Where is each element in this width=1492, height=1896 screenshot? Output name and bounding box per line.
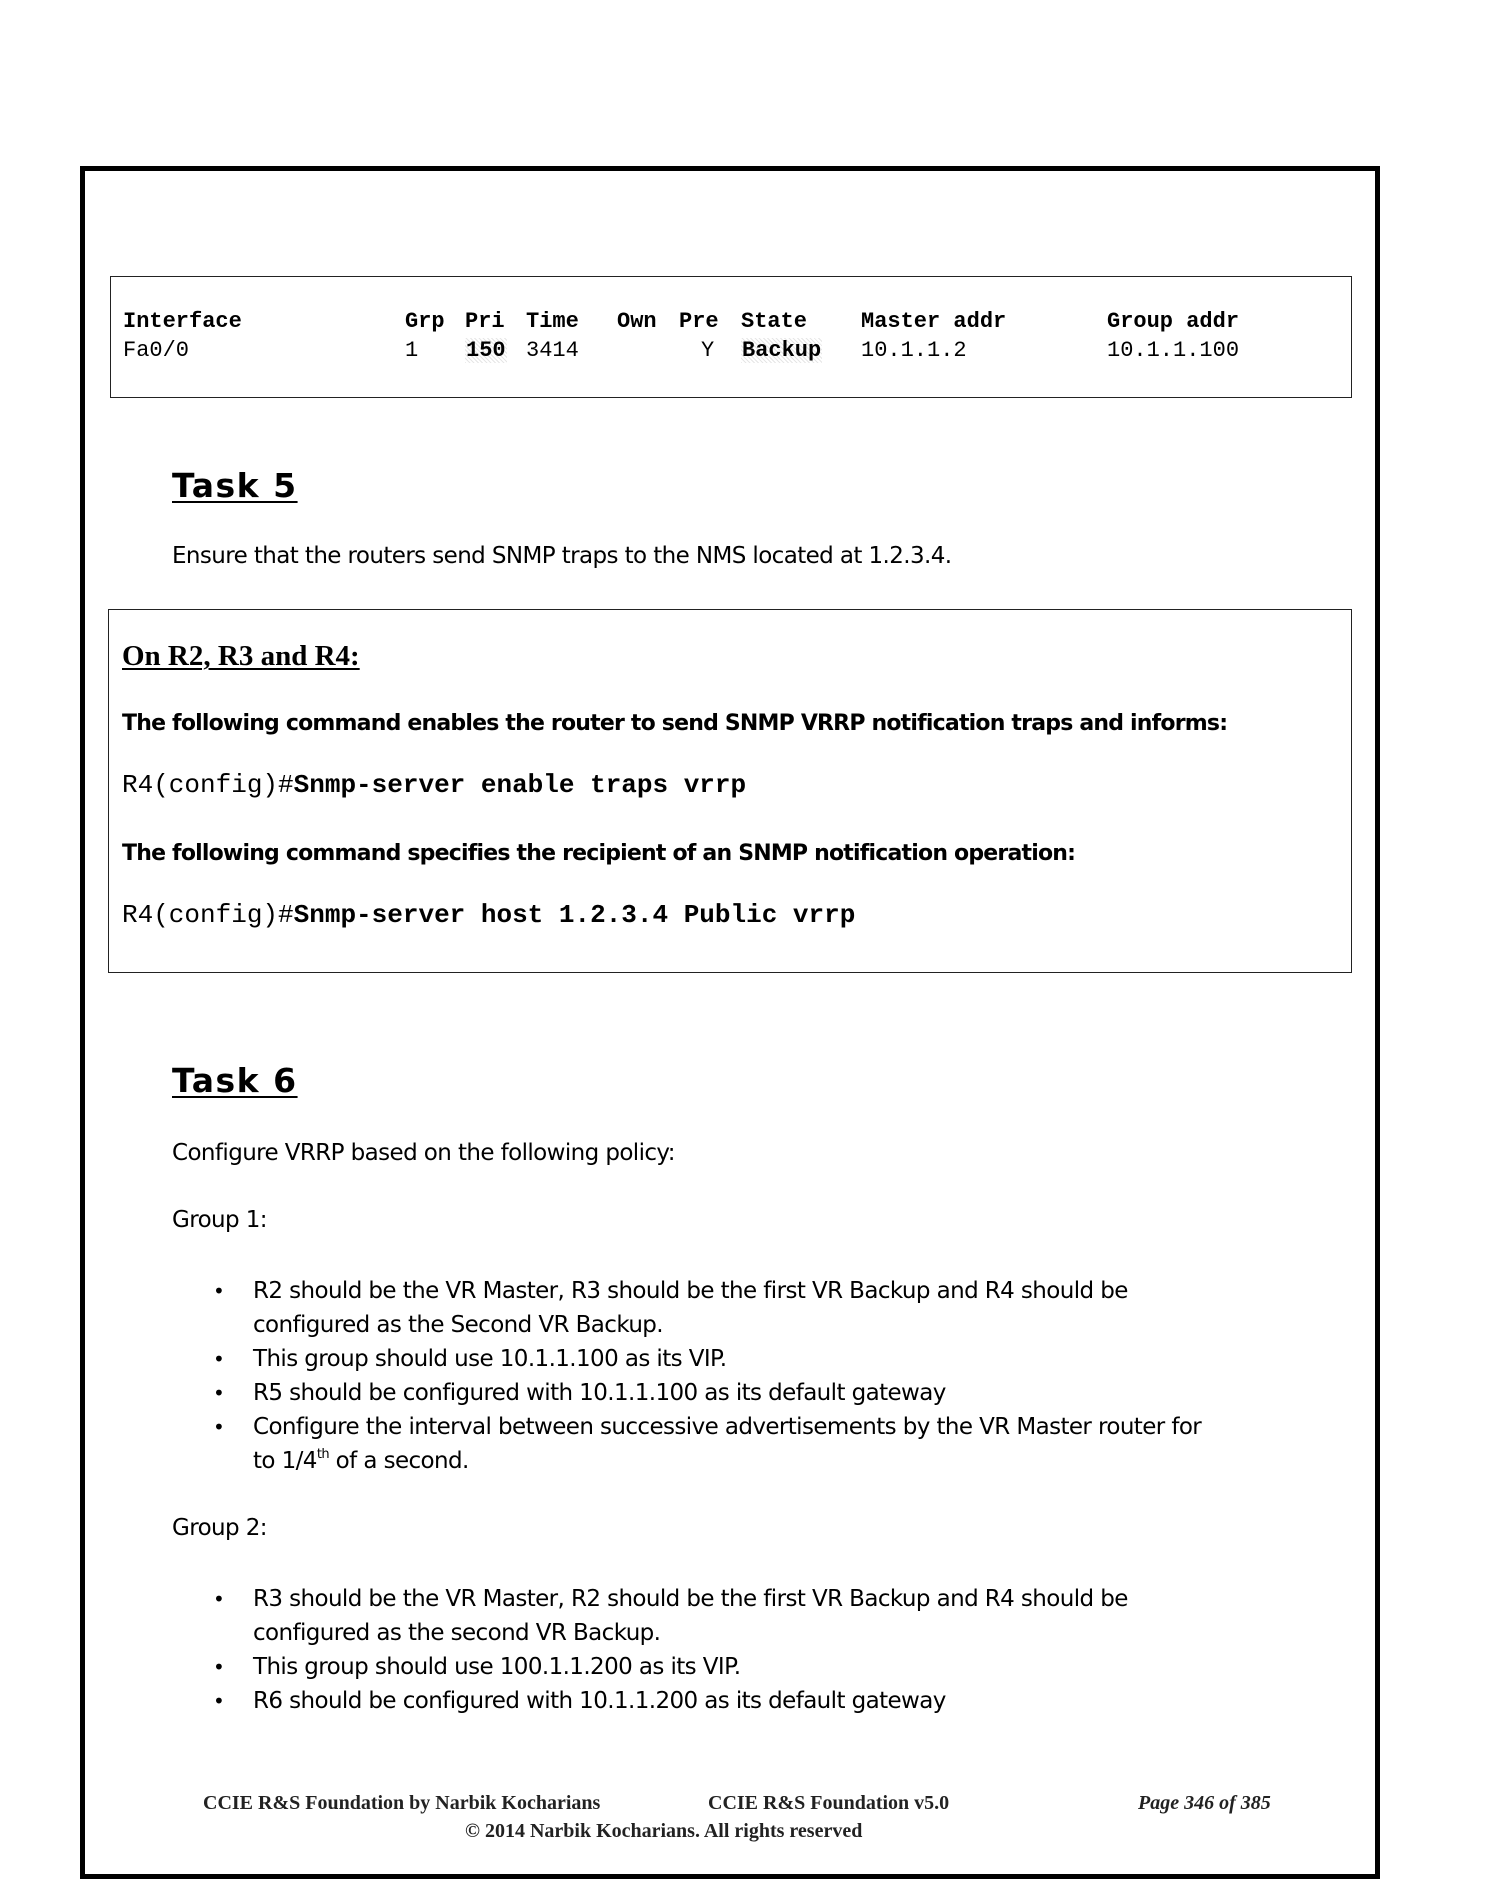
list-item [213, 1342, 1201, 1376]
col-group-addr: Group addr [1107, 309, 1240, 334]
footer-version: CCIE R&S Foundation v5.0 [708, 1792, 950, 1814]
step2-command-line [122, 900, 855, 930]
step1-explanation: The following command enables the router to send SNMP VRRP notification traps and informs: [122, 711, 1228, 736]
cli-command: Snmp-server host 1.2.3.4 Public vrrp [293, 900, 856, 930]
cli-prompt: R4(config)# [122, 900, 294, 930]
cell-master-addr: 10.1.1.2 [861, 338, 967, 363]
task5-solution-box [108, 609, 1352, 973]
list-item [213, 1650, 1128, 1684]
bullet-icon: • [213, 1587, 225, 1611]
col-master-addr: Master addr [861, 309, 1007, 334]
cell-grp: 1 [405, 338, 419, 363]
group2-bullet-list [213, 1582, 1128, 1718]
bullet-text-cont: to 1/4th of a second. [253, 1447, 469, 1474]
bullet-icon: • [213, 1689, 225, 1713]
output-header-row [123, 309, 1323, 337]
bullet-icon: • [213, 1279, 225, 1303]
list-item [213, 1684, 1128, 1718]
task5-heading: Task 5 [172, 466, 298, 505]
bullet-icon: • [213, 1381, 225, 1405]
bullet-text: This group should use 10.1.1.100 as its VIP. [253, 1346, 727, 1372]
col-own: Own [617, 309, 657, 334]
col-grp: Grp [405, 309, 445, 334]
col-interface: Interface [123, 309, 242, 334]
col-pre: Pre [679, 309, 719, 334]
cell-time: 3414 [526, 338, 579, 363]
bullet-text: R3 should be the VR Master, R2 should be the first VR Backup and R4 should be [253, 1586, 1128, 1612]
step1-command-line [122, 770, 746, 800]
footer-page-number: Page 346 of 385 [1138, 1792, 1271, 1814]
group1-label: Group 1: [172, 1207, 267, 1233]
cell-pre: Y [701, 338, 715, 363]
footer-copyright: © 2014 Narbik Kocharians. All rights reserved [465, 1820, 863, 1842]
footer-book-title: CCIE R&S Foundation by Narbik Kocharians [203, 1792, 601, 1814]
task5-description: Ensure that the routers send SNMP traps to the NMS located at 1.2.3.4. [172, 543, 952, 569]
cli-command: Snmp-server enable traps vrrp [293, 770, 747, 800]
col-state: State [741, 309, 808, 334]
group2-label: Group 2: [172, 1515, 267, 1541]
bullet-icon: • [213, 1347, 225, 1371]
cell-state-highlighted: Backup [742, 338, 822, 363]
list-item [213, 1376, 1201, 1410]
step2-explanation: The following command specifies the recipient of an SNMP notification operation: [122, 841, 1076, 866]
bullet-text-cont: configured as the Second VR Backup. [253, 1312, 664, 1338]
col-time: Time [526, 309, 579, 334]
list-item [213, 1410, 1201, 1478]
bullet-icon: • [213, 1415, 225, 1439]
bullet-text: R5 should be configured with 10.1.1.100 as its default gateway [253, 1380, 946, 1406]
cell-interface: Fa0/0 [123, 338, 190, 363]
col-pri: Pri [465, 309, 505, 334]
bullet-text: This group should use 100.1.1.200 as its VIP. [253, 1654, 741, 1680]
task6-heading: Task 6 [172, 1061, 298, 1100]
cli-prompt: R4(config)# [122, 770, 294, 800]
cell-pri-highlighted: 150 [466, 338, 506, 363]
bullet-icon: • [213, 1655, 225, 1679]
vrrp-output-box [110, 276, 1352, 398]
list-item [213, 1274, 1201, 1342]
list-item [213, 1582, 1128, 1650]
cell-group-addr: 10.1.1.100 [1107, 338, 1240, 363]
bullet-text-cont: configured as the second VR Backup. [253, 1620, 661, 1646]
task6-intro: Configure VRRP based on the following policy: [172, 1140, 675, 1166]
bullet-text: R6 should be configured with 10.1.1.200 as its default gateway [253, 1688, 946, 1714]
group1-bullet-list [213, 1274, 1201, 1478]
solution-heading: On R2, R3 and R4: [122, 640, 360, 672]
bullet-text: Configure the interval between successive advertisements by the VR Master router for [253, 1414, 1202, 1440]
bullet-text: R2 should be the VR Master, R3 should be the first VR Backup and R4 should be [253, 1278, 1128, 1304]
output-row [123, 338, 1323, 366]
